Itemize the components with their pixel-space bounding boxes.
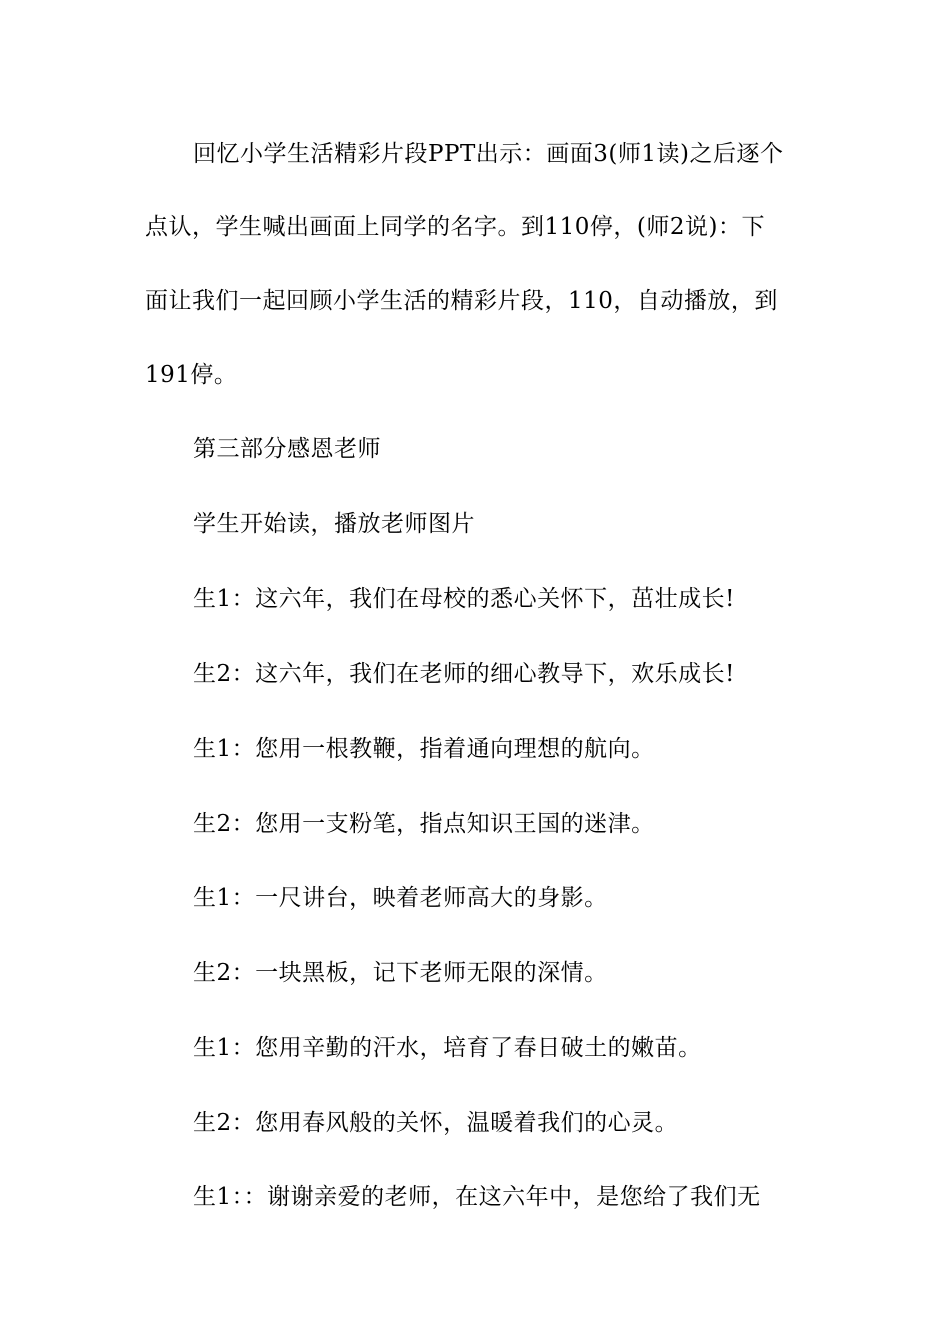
dialogue-line: 生1：您用辛勤的汗水，培育了春日破土的嫩苗。 [193, 1035, 702, 1061]
dialogue-line: 生2：这六年，我们在老师的细心教导下，欢乐成长! [193, 661, 735, 687]
dialogue-line: 生2：您用一支粉笔，指点知识王国的迷津。 [193, 811, 655, 837]
dialogue-line: 生2：一块黑板，记下老师无限的深情。 [193, 960, 608, 986]
dialogue-line: 生1：一尺讲台，映着老师高大的身影。 [193, 885, 608, 911]
dialogue-line: 生1：：谢谢亲爱的老师，在这六年中，是您给了我们无 [193, 1184, 761, 1210]
dialogue-line: 生2：您用春风般的关怀，温暖着我们的心灵。 [193, 1110, 679, 1136]
paragraph-line: 点认，学生喊出画面上同学的名字。到110停，(师2说)：下 [145, 214, 765, 240]
section-heading: 第三部分感恩老师 [193, 436, 381, 462]
paragraph-line: 面让我们一起回顾小学生活的精彩片段，110，自动播放，到 [145, 288, 778, 314]
dialogue-line: 生1：这六年，我们在母校的悉心关怀下，茁壮成长! [193, 586, 735, 612]
intro-line: 学生开始读，播放老师图片 [193, 511, 475, 537]
paragraph-line: 191停。 [145, 362, 238, 388]
paragraph-line: 回忆小学生活精彩片段PPT出示：画面3(师1读)之后逐个 [193, 141, 784, 167]
dialogue-line: 生1：您用一根教鞭，指着通向理想的航向。 [193, 736, 655, 762]
